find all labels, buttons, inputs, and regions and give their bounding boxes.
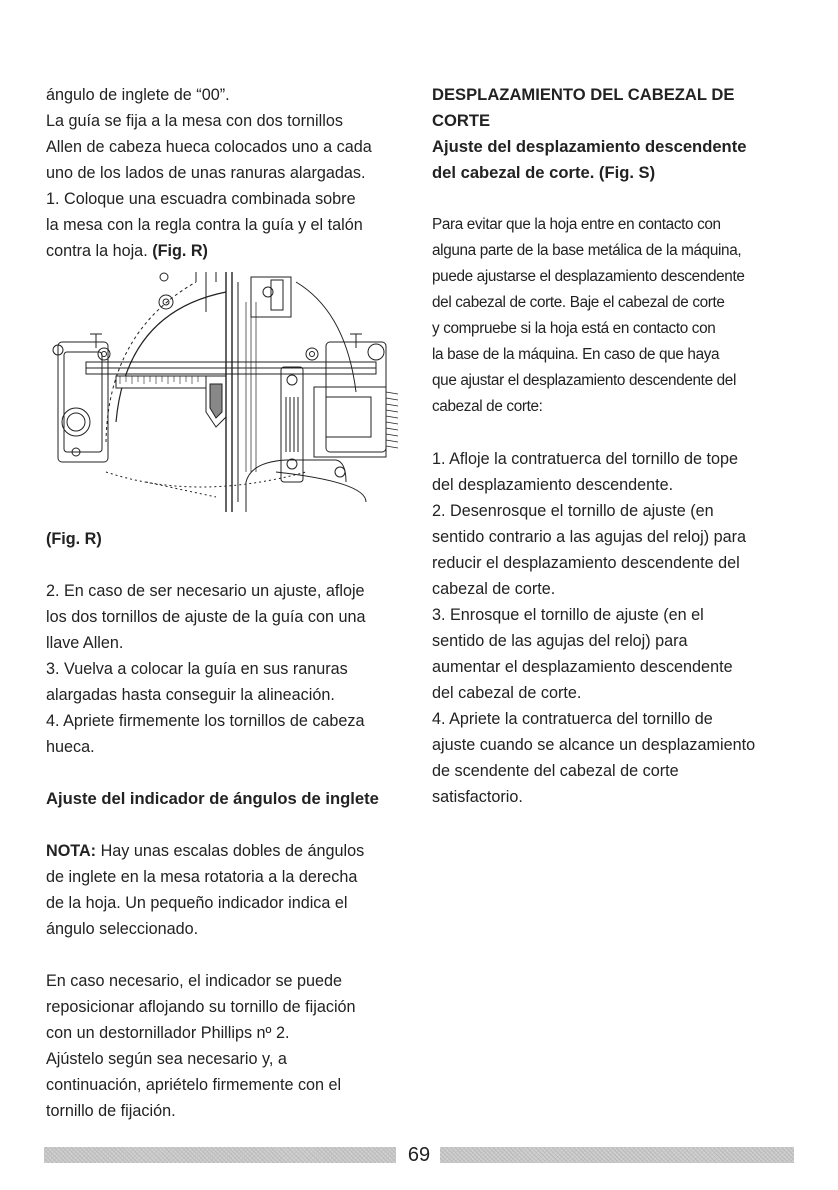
text-line: sentido contrario a las agujas del reloj) para — [432, 528, 747, 546]
text-line: con un destornillador Phillips nº 2. — [46, 1024, 290, 1042]
text-line — [46, 238, 411, 264]
text-line: los dos tornillos de ajuste de la guía con una — [46, 608, 366, 626]
text-line: alargadas hasta conseguir la alineación. — [46, 686, 335, 704]
text-line: puede ajustarse el desplazamiento descendente — [432, 268, 745, 285]
text-line: continuación, apriételo firmemente con el — [46, 1076, 342, 1094]
text-line: y compruebe si la hoja está en contacto con — [432, 320, 716, 337]
text-line: de la hoja. Un pequeño indicador indica el — [46, 894, 348, 912]
text-line: 3. Vuelva a colocar la guía en sus ranuras — [46, 660, 348, 678]
text-line: La guía se fija a la mesa con dos tornillos — [46, 112, 343, 130]
text-line: la base de la máquina. En caso de que haya — [432, 346, 720, 363]
fig-reference: (Fig. R) — [152, 242, 208, 260]
text-line: que ajustar el desplazamiento descendente del — [432, 372, 737, 389]
text-line: del cabezal de corte. Baje el cabezal de corte — [432, 294, 725, 311]
page-number: 69 — [407, 1144, 431, 1166]
text-line: cabezal de corte. — [432, 580, 556, 598]
text-line: Para evitar que la hoja entre en contacto con — [432, 216, 721, 233]
section-heading: CORTE — [432, 111, 491, 130]
text-line: hueca. — [46, 738, 95, 756]
text-line: reposicionar aflojando su tornillo de fijación — [46, 998, 356, 1016]
text-line: Allen de cabeza hueca colocados uno a cada — [46, 138, 372, 156]
text-line: 1. Coloque una escuadra combinada sobre — [46, 190, 356, 208]
section-heading: DESPLAZAMIENTO DEL CABEZAL DE — [432, 85, 735, 104]
section-subheading: Ajuste del indicador de ángulos de inglete — [46, 789, 379, 808]
text-line: 3. Enrosque el tornillo de ajuste (en el — [432, 606, 704, 624]
text-line: cabezal de corte: — [432, 398, 543, 415]
text-line: de scendente del cabezal de corte — [432, 762, 679, 780]
text-line: ángulo de inglete de “00”. — [46, 86, 230, 104]
nota-label: NOTA: — [46, 842, 97, 860]
footer-bar-right — [440, 1147, 794, 1163]
text-line: la mesa con la regla contra la guía y el talón — [46, 216, 363, 234]
right-column — [432, 82, 802, 810]
section-subheading: Ajuste del desplazamiento descendente — [432, 137, 747, 156]
text-line: tornillo de fijación. — [46, 1102, 176, 1120]
text-line: del desplazamiento descendente. — [432, 476, 674, 494]
text-line — [46, 838, 411, 864]
section-subheading: del cabezal de corte. (Fig. S) — [432, 163, 656, 182]
text-line: 2. Desenrosque el tornillo de ajuste (en — [432, 502, 714, 520]
text-line: uno de los lados de unas ranuras alargadas. — [46, 164, 366, 182]
text-line: alguna parte de la base metálica de la máquina, — [432, 242, 742, 259]
left-column — [46, 82, 411, 1124]
text-line: sentido de las agujas del reloj) para — [432, 632, 688, 650]
text-line: satisfactorio. — [432, 788, 523, 806]
page-footer — [44, 1142, 794, 1168]
text-line: En caso necesario, el indicador se puede — [46, 972, 343, 990]
text-line: reducir el desplazamiento descendente del — [432, 554, 740, 572]
text-line: Ajústelo según sea necesario y, a — [46, 1050, 287, 1068]
text-line: llave Allen. — [46, 634, 124, 652]
text-line: 1. Afloje la contratuerca del tornillo de tope — [432, 450, 738, 468]
figure-r-illustration — [46, 272, 411, 512]
footer-bar-left — [44, 1147, 396, 1163]
text-line: ángulo seleccionado. — [46, 920, 199, 938]
text-line: 2. En caso de ser necesario un ajuste, afloje — [46, 582, 365, 600]
nota-text: Hay unas escalas dobles de ángulos — [100, 842, 365, 860]
text-line: 4. Apriete la contratuerca del tornillo de — [432, 710, 713, 728]
fig-text: contra la hoja. — [46, 242, 148, 260]
text-line: de inglete en la mesa rotatoria a la derecha — [46, 868, 358, 886]
text-line: 4. Apriete firmemente los tornillos de cabeza — [46, 712, 365, 730]
figure-caption: (Fig. R) — [46, 530, 102, 548]
text-line: ajuste cuando se alcance un desplazamiento — [432, 736, 756, 754]
text-line: aumentar el desplazamiento descendente — [432, 658, 733, 676]
text-line: del cabezal de corte. — [432, 684, 582, 702]
